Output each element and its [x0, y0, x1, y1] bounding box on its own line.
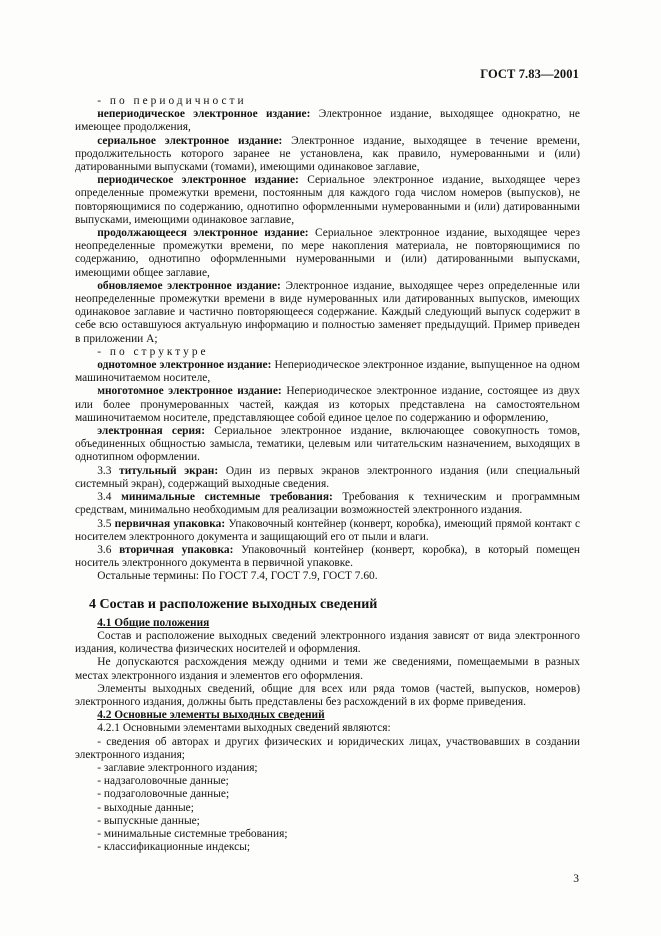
term-definition: Требования к техническим и программным средствам, минимально необходимым для реализации возможностей электронного издания. — [75, 491, 580, 517]
list-item: - надзаголовочные данные; — [97, 775, 229, 788]
clause-3-6 — [75, 544, 580, 570]
list-item: - выходные данные; — [97, 801, 194, 814]
term-single-volume — [75, 359, 580, 385]
clause-3-4 — [75, 491, 580, 517]
periodicity-label: - по периодичности — [97, 95, 247, 107]
term-name: периодическое электронное издание: — [97, 174, 299, 187]
clause-number: 3.6 — [97, 543, 120, 556]
term-definition: Упаковочный контейнер (конверт, коробка), имеющий прямой контакт с носителем электронного документа и защищающий его от пыли и влаги. — [75, 517, 580, 543]
term-name: титульный экран: — [119, 464, 219, 477]
list-item: - классификационные индексы; — [97, 841, 251, 854]
term-definition: Электронное издание, выходящее однократно, не имеющее продолжения, — [75, 108, 580, 134]
body-paragraph: Элементы выходных сведений, общие для всех или ряда томов (частей, выпусков, номеров) электронного издания, должны быть представлены без расхождений в их форме приведения. — [75, 682, 580, 708]
term-definition: Электронное издание, выходящее в течение времени, продолжительность которого заранее не установлена, как правило, нумерованными и (или) датированными выпусками (томами), имеющими одинаковое заглавие, — [75, 134, 580, 174]
list-item: - заглавие электронного издания; — [97, 761, 258, 774]
body-paragraph: 4.2.1 Основными элементами выходных сведений являются: — [97, 722, 391, 735]
other-terms: Остальные термины: По ГОСТ 7.4, ГОСТ 7.9, ГОСТ 7.60. — [97, 570, 378, 583]
subsection-heading: 4.1 Общие положения — [97, 616, 210, 629]
clause-number: 3.5 — [97, 517, 115, 530]
document-code: ГОСТ 7.83—2001 — [480, 67, 579, 81]
term-continuing — [75, 227, 580, 280]
term-serial — [75, 135, 580, 175]
list-item: - выпускные данные; — [97, 814, 200, 827]
clause-3-3 — [75, 465, 580, 491]
term-definition: Один из первых экранов электронного издания (или специальный системный экран), содержащий выходные сведения. — [75, 464, 580, 490]
term-definition: Сериальное электронное издание, выходящее через неопределенные промежутки времени, по мере накопления материала, не повторяющимися по содержанию, однотипно оформленными нумерованными и (или) датированными выпусками, имеющими общее заглавие, — [75, 227, 580, 279]
term-nonperiodic — [75, 108, 580, 134]
term-multi-volume — [75, 385, 580, 425]
list-item: - сведения об авторах и других физических и юридических лицах, участвовавших в создании электронного издания; — [75, 735, 580, 761]
term-name: непериодическое электронное издание: — [97, 108, 311, 121]
term-electronic-series — [75, 425, 580, 465]
term-name: однотомное электронное издание: — [97, 359, 272, 372]
term-name: продолжающееся электронное издание: — [97, 227, 309, 240]
page-number: 3 — [573, 873, 579, 885]
term-periodic — [75, 174, 580, 227]
section-heading: 4 Состав и расположение выходных сведений — [89, 596, 378, 612]
term-name: вторичная упаковка: — [119, 543, 234, 556]
list-item: - минимальные системные требования; — [97, 827, 288, 840]
term-name: электронная серия: — [97, 425, 205, 438]
term-name: сериальное электронное издание: — [97, 134, 283, 147]
term-name: минимальные системные требования: — [121, 491, 333, 504]
term-updated — [75, 280, 580, 346]
page-body — [75, 95, 580, 854]
subsection-heading: 4.2 Основные элементы выходных сведений — [97, 709, 325, 722]
term-definition: Электронное издание, выходящее через определенные или неопределенные промежутки времени в виде нумерованных или датированных выпусков, имеющих одинаковое заглавие и частично повторяющееся содержание. Каждый следующий выпуск содержит в себе всю оставшуюся актуальную информацию и полностью заменяет предыдущий. Пример приведен в приложении А; — [75, 279, 580, 345]
term-name: первичная упаковка: — [114, 517, 226, 530]
structure-label: - по структуре — [97, 345, 209, 358]
clause-3-5 — [75, 518, 580, 544]
clause-number: 3.4 — [97, 491, 122, 504]
body-paragraph: Состав и расположение выходных сведений электронного издания зависят от вида электронного издания, количества физических носителей и оформления. — [75, 629, 580, 656]
list-item: - подзаголовочные данные; — [97, 788, 230, 801]
term-definition: Упаковочный контейнер (конверт, коробка), в который помещен носитель электронного документа в первичной упаковке. — [75, 543, 581, 570]
term-definition: Непериодическое электронное издание, выпущенное на одном машиночитаемом носителе, — [75, 359, 580, 385]
body-paragraph: Не допускаются расхождения между одними и теми же сведениями, помещаемыми в разных местах электронного издания и элементов его оформления. — [75, 656, 580, 682]
term-definition: Сериальное электронное издание, выходящее через определенные промежутки времени, постоянным для каждого года числом номеров (выпусков), не повторяющимися по содержанию, однотипно оформленными нумерованными и (или) датированными выпусками, имеющими одинаковое заглавие, — [75, 174, 581, 226]
term-definition: Непериодическое электронное издание, состоящее из двух или более пронумерованных частей, каждая из которых представлена на самостоятельном машиночитаемом носителе, представляющее собой единое целое по содержанию и оформлению, — [75, 385, 580, 424]
term-name: обновляемое электронное издание: — [97, 279, 281, 292]
term-name: многотомное электронное издание: — [97, 385, 282, 398]
clause-number: 3.3 — [97, 464, 120, 477]
term-definition: Сериальное электронное издание, включающее совокупность томов, объединенных общностью замысла, тематики, целевым или читательским назначением, выходящих в однотипном оформлении. — [75, 425, 580, 464]
